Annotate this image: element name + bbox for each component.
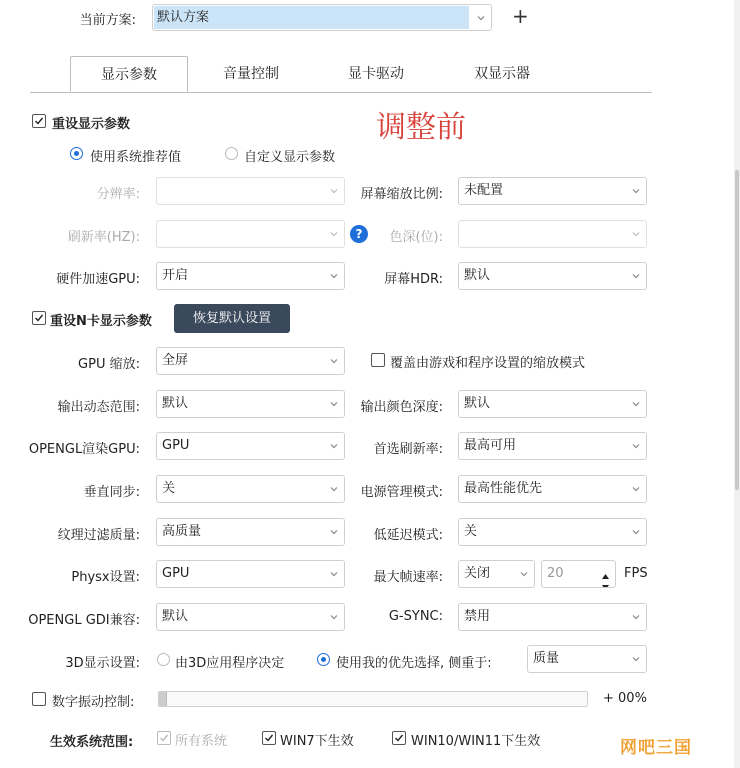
gdi-select[interactable] [156,603,345,631]
tab-display[interactable] [70,56,188,92]
latency-select[interactable] [458,518,647,546]
output-color-depth-select[interactable] [458,390,647,418]
chevron-down-icon [330,187,338,195]
texture-label: 纹理过滤质量: [57,528,140,543]
chevron-down-icon [520,570,528,578]
physx-value: GPU [162,566,190,581]
radio-custom[interactable] [225,147,238,160]
scaling-label: 屏幕缩放比例: [360,187,443,202]
chevron-down-icon [330,357,338,365]
override-scaling-checkbox[interactable] [371,353,385,367]
vibrance-checkbox[interactable] [32,692,46,706]
gpu-scale-label: GPU 缩放: [78,357,140,372]
gdi-value: 默认 [162,609,189,624]
scope-win10-label: WIN10/WIN11下生效 [411,734,541,749]
output-color-depth-value: 默认 [464,396,491,411]
scope-win10-checkbox[interactable] [392,731,406,745]
scrollbar-thumb[interactable] [735,170,739,490]
gsync-select[interactable] [458,603,647,631]
latency-value: 关 [464,524,478,539]
gsync-value: 禁用 [464,609,491,624]
scope-win7-checkbox[interactable] [262,731,276,745]
chevron-down-icon [632,655,640,663]
scope-all-checkbox[interactable] [157,731,171,745]
texture-select[interactable] [156,518,345,546]
vibrance-value: + 00% [603,691,647,706]
chevron-down-icon [632,187,640,195]
radio-d3d-app-label: 由3D应用程序决定 [175,656,285,671]
radio-d3d-app[interactable] [157,653,170,666]
color-depth-select[interactable] [458,220,647,248]
resolution-select[interactable] [156,177,345,205]
chevron-down-icon [330,400,338,408]
max-fps-label: 最大帧速率: [373,570,443,585]
restore-defaults-button[interactable] [174,304,290,333]
refresh-label: 刷新率(HZ): [67,230,140,245]
chevron-down-icon [330,442,338,450]
power-select[interactable] [458,475,647,503]
dynamic-range-select[interactable] [156,390,345,418]
scheme-label: 当前方案: [79,13,136,28]
chevron-down-icon [632,230,640,238]
chevron-down-icon [330,485,338,493]
dynamic-range-value: 默认 [162,396,189,411]
tab-volume[interactable] [195,56,307,92]
d3d-select[interactable] [527,645,647,673]
dynamic-range-label: 输出动态范围: [57,400,140,415]
hw-gpu-value: 开启 [162,268,189,283]
scope-all-label: 所有系统 [175,734,228,749]
spin-down-icon[interactable] [601,576,610,588]
power-value: 最高性能优先 [464,481,543,496]
physx-label: Physx设置: [71,570,140,585]
power-label: 电源管理模式: [360,485,443,500]
scope-label: 生效系统范围: [50,735,134,750]
hdr-value: 默认 [464,268,491,283]
override-scaling-label: 覆盖由游戏和程序设置的缩放模式 [390,356,586,371]
max-fps-select[interactable] [458,560,535,588]
add-scheme-button[interactable]: + [512,4,529,28]
fps-unit: FPS [624,566,648,581]
chevron-down-icon [330,570,338,578]
scheme-select[interactable] [152,4,492,31]
watermark-before: 调整前 [376,110,466,145]
chevron-down-icon [632,485,640,493]
chevron-down-icon [330,613,338,621]
tab-dual-display-label: 双显示器 [474,66,530,82]
scaling-select[interactable] [458,177,647,205]
pref-refresh-select[interactable] [458,432,647,460]
tab-volume-label: 音量控制 [223,66,279,82]
reset-nvidia-label: 重设N卡显示参数 [50,314,152,329]
gdi-label: OPENGL GDI兼容: [28,613,140,628]
vsync-select[interactable] [156,475,345,503]
refresh-select[interactable] [156,220,345,248]
physx-select[interactable] [156,560,345,588]
radio-recommended-label: 使用系统推荐值 [90,150,182,165]
reset-display-checkbox[interactable] [32,114,46,128]
d3d-value: 质量 [533,651,560,666]
chevron-down-icon [632,272,640,280]
fps-number: 20 [547,566,564,581]
chevron-down-icon [330,230,338,238]
output-color-depth-label: 输出颜色深度: [360,400,443,415]
gsync-label: G-SYNC: [388,609,443,624]
chevron-down-icon [632,400,640,408]
chevron-down-icon [632,613,640,621]
hdr-select[interactable] [458,262,647,290]
vibrance-slider-handle[interactable] [159,692,167,706]
reset-nvidia-checkbox[interactable] [32,311,46,325]
max-fps-value: 关闭 [464,566,491,581]
gpu-scale-value: 全屏 [162,353,189,368]
restore-defaults-label: 恢复默认设置 [192,311,271,326]
opengl-gpu-select[interactable] [156,432,345,460]
scope-win7-label: WIN7下生效 [280,734,354,749]
hw-gpu-select[interactable] [156,262,345,290]
radio-custom-label: 自定义显示参数 [244,150,336,165]
hw-gpu-label: 硬件加速GPU: [56,272,140,287]
chevron-down-icon [330,272,338,280]
chevron-down-icon [632,528,640,536]
gpu-scale-select[interactable] [156,347,345,375]
watermark-logo: 网吧三国 [620,738,692,758]
tab-display-label: 显示参数 [101,67,157,83]
radio-d3d-pref-label: 使用我的优先选择, 侧重于: [336,656,492,671]
radio-recommended[interactable] [70,147,83,160]
texture-value: 高质量 [162,524,202,539]
hdr-label: 屏幕HDR: [384,272,443,287]
reset-display-label: 重设显示参数 [52,117,131,132]
resolution-label: 分辨率: [96,187,140,202]
scaling-value: 未配置 [464,183,504,198]
pref-refresh-value: 最高可用 [464,438,517,453]
scrollbar[interactable] [734,0,740,768]
color-depth-label: 色深(位): [389,230,443,245]
pref-refresh-label: 首选刷新率: [373,442,443,457]
tab-gpu-driver-label: 显卡驱动 [348,66,404,82]
scheme-value: 默认方案 [157,10,210,25]
vibrance-slider-track[interactable] [158,691,588,707]
vibrance-label: 数字振动控制: [52,695,135,710]
help-icon-glyph: ? [355,227,363,241]
chevron-down-icon [330,528,338,536]
chevron-down-icon [477,14,485,22]
vsync-label: 垂直同步: [83,485,140,500]
chevron-down-icon [632,442,640,450]
help-icon[interactable] [350,225,368,243]
opengl-gpu-value: GPU [162,438,190,453]
latency-label: 低延迟模式: [373,528,443,543]
fps-spinbox[interactable] [541,560,616,588]
opengl-gpu-label: OPENGL渲染GPU: [28,442,140,457]
radio-d3d-pref[interactable] [317,653,330,666]
d3d-label: 3D显示设置: [65,656,140,671]
vsync-value: 关 [162,481,176,496]
tab-dual-display[interactable] [446,56,558,92]
tab-gpu-driver[interactable] [320,56,432,92]
